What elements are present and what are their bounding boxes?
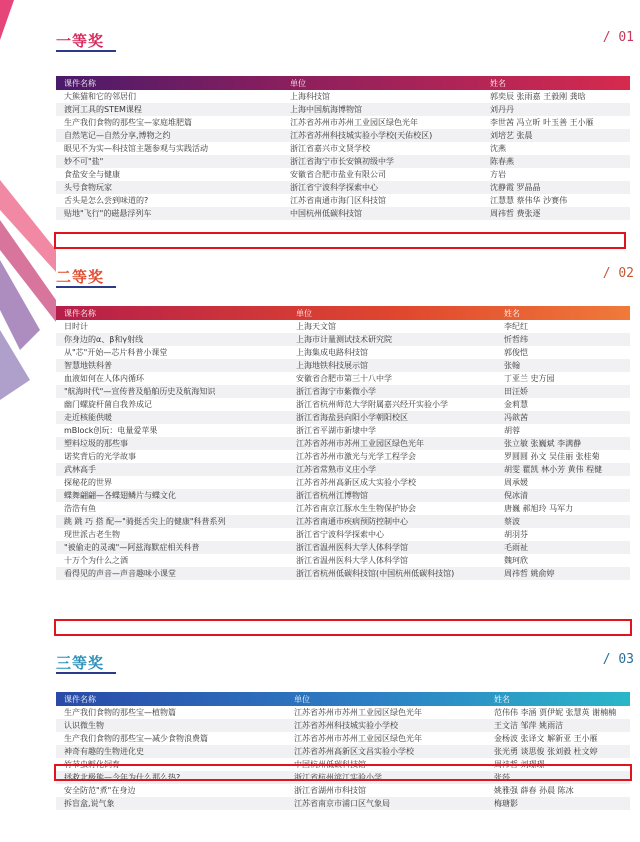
person-name-cell: 金杨波 张译文 解新亚 王小雁 [494,734,598,743]
header-unit: 单位 [296,308,312,318]
header-unit: 单位 [290,78,306,88]
unit-cell: 浙江省杭州低碳科技馆(中国杭州低碳科技馆) [296,569,455,578]
table-row [56,797,630,810]
unit-cell: 江苏省苏州高新区成大实验小学校 [296,478,416,487]
table-row [56,706,630,719]
course-name-cell: 安全防范"煮"在身边 [64,786,136,795]
table-row [56,437,630,450]
course-name-cell: 蝶舞翩翩—各蝶翅鳞片与蝶文化 [64,491,176,500]
table-row [56,476,630,489]
unit-cell: 浙江省海宁市紫微小学 [296,387,376,396]
table-row [56,168,630,181]
unit-cell: 浙江省杭州江博物馆 [296,491,368,500]
third-prize-table [56,692,630,810]
header-course: 课件名称 [64,78,96,88]
person-name-cell: 张光勇 谈思俊 张刘毅 杜文婷 [494,747,598,756]
course-name-cell: 跳 跳 巧 搭 配—"骑挺舌尖上的健康"科普系列 [64,517,226,526]
unit-cell: 江苏省南京市浦口区气象局 [294,799,390,808]
person-name-cell: 忻哲纬 [504,335,528,344]
course-name-cell: 血液如何在人体内循环 [64,374,144,383]
unit-cell: 浙江省嘉兴市文贤学校 [290,144,370,153]
section-number: / 02 [602,266,634,281]
person-name-cell: 范伟伟 李涵 贾伊妮 张慧英 谢楠楠 [494,708,617,717]
third-prize-section [56,652,634,808]
course-name-cell: 诺奖背后的光学故事 [64,452,136,461]
person-name-cell: 沈燕 [490,144,506,153]
course-name-cell: 日时计 [64,322,88,331]
unit-cell: 安徽省合肥市盐业有限公司 [290,170,386,179]
table-row [56,194,630,207]
table-row [56,567,630,580]
unit-cell: 浙江省温州医科大学人体科学馆 [296,556,408,565]
table-row [56,784,630,797]
table-row [56,181,630,194]
unit-cell: 江苏省苏州市苏州工业园区绿色光年 [294,708,422,717]
table-header [56,692,630,706]
section-number: / 03 [602,652,634,667]
left-edge-decoration [0,0,56,842]
unit-cell: 江苏省南通市海门区科技馆 [290,196,386,205]
unit-cell: 上海市计量测试技术研究院 [296,335,392,344]
section-title: 二等奖 [56,268,105,286]
unit-cell: 浙江省宁波科学探索中心 [296,530,384,539]
unit-cell: 江苏省苏州市苏州工业园区绿色光年 [294,734,422,743]
table-row [56,502,630,515]
highlight-box [54,764,632,781]
course-name-cell: 探秘花的世界 [64,478,112,487]
course-name-cell: "航海时代"—宣传普及船舶历史及航海知识 [64,387,216,396]
table-row [56,463,630,476]
course-name-cell: 武林高手 [64,465,96,474]
table-row [56,398,630,411]
second-prize-table [56,306,630,580]
course-name-cell: 贴地"飞行"的磁悬浮列车 [64,209,152,218]
unit-cell: 上海集成电路科技馆 [296,348,368,357]
person-name-cell: 郭俊恺 [504,348,528,357]
person-name-cell: 张莎 [494,773,510,782]
unit-cell: 江苏省苏州市苏州工业园区绿色光年 [290,118,418,127]
section-underline [56,286,116,288]
person-name-cell: 蔡波 [504,517,520,526]
person-name-cell: 冯歆茜 [504,413,528,422]
course-name-cell: 头号食物玩家 [64,183,112,192]
person-name-cell: 张翰 [504,361,520,370]
table-row [56,90,630,103]
unit-cell: 浙江省海盐县向阳小学朝阳校区 [296,413,408,422]
person-name-cell: 王文洁 邹萍 姚雨洁 [494,721,564,730]
table-row [56,515,630,528]
person-name-cell: 周祎哲 费张逐 [490,209,541,218]
header-name: 姓名 [490,78,506,88]
person-name-cell: 刘培艺 张晨 [490,131,533,140]
course-name-cell: 从"芯"开始—芯片科普小课堂 [64,348,168,357]
course-name-cell: 拯救北极熊—今年为什么那么热? [64,773,181,782]
header-name: 姓名 [494,694,510,704]
unit-cell: 浙江省杭州滨江实验小学 [294,773,382,782]
course-name-cell: 妙不可"盐" [64,157,104,166]
person-name-cell: 沈静霞 罗晶晶 [490,183,541,192]
highlight-box [54,619,632,636]
header-course: 课件名称 [64,694,96,704]
table-row [56,333,630,346]
course-name-cell: 幽门螺旋杆菌自我养成记 [64,400,152,409]
table-row [56,541,630,554]
course-name-cell: 智慧地铁科普 [64,361,112,370]
person-name-cell: 倪冰清 [504,491,528,500]
person-name-cell: 周祎哲 刘璟璟 [494,760,545,769]
table-row [56,129,630,142]
highlight-box [54,232,626,249]
table-row [56,489,630,502]
unit-cell: 浙江省平湖市新埭中学 [296,426,376,435]
unit-cell: 上海中国航海博物馆 [290,105,362,114]
person-name-cell: 魏珂欣 [504,556,528,565]
unit-cell: 江苏省苏州市激光与光学工程学会 [296,452,416,461]
table-row [56,732,630,745]
person-name-cell: 胡雯 瞿凯 林小芳 黄伟 程健 [504,465,603,474]
unit-cell: 江苏省南通市疾病预防控制中心 [296,517,408,526]
person-name-cell: 罗圆圆 孙文 吴佳丽 张桂菊 [504,452,600,461]
unit-cell: 上海地铁科技展示馆 [296,361,368,370]
course-name-cell: 大熊猫和它的邻居们 [64,92,136,101]
unit-cell: 浙江省杭州师范大学附属嘉兴经开实验小学 [296,400,448,409]
table-row [56,372,630,385]
first-prize-table [56,76,630,220]
person-name-cell: 胡蓉 [504,426,520,435]
table-row [56,719,630,732]
person-name-cell: 金莉慧 [504,400,528,409]
person-name-cell: 李世茜 冯立昕 叶玉善 王小雁 [490,118,594,127]
table-row [56,450,630,463]
person-name-cell: 周祎哲 姚俞婷 [504,569,555,578]
section-number: / 01 [602,30,634,45]
course-name-cell: 神奇有趣的生物进化史 [64,747,144,756]
person-name-cell: 毛雨祉 [504,543,528,552]
unit-cell: 上海天文馆 [296,322,336,331]
table-row [56,554,630,567]
person-name-cell: 胡羽芬 [504,530,528,539]
course-name-cell: 自然笔记—自然分享,博物之约 [64,131,171,140]
course-name-cell: mBlock创玩：电量爱苹果 [64,426,158,435]
section-title: 三等奖 [56,654,105,672]
unit-cell: 江苏省苏州科技城实验小学校 [294,721,398,730]
person-name-cell: 姚雅强 薛春 孙晨 陈冰 [494,786,574,795]
unit-cell: 江苏省苏州高新区文昌实验小学校 [294,747,414,756]
course-name-cell: 现世派古老生物 [64,530,120,539]
person-name-cell: 唐巍 郝旭玲 马军力 [504,504,574,513]
unit-cell: 中国杭州低碳科技馆 [294,760,366,769]
table-row [56,528,630,541]
person-name-cell: 李纪红 [504,322,528,331]
course-name-cell: 渡河工具的STEM课程 [64,105,142,114]
course-name-cell: 浩浩有鱼 [64,504,96,513]
course-name-cell: 认识微生物 [64,721,104,730]
unit-cell: 浙江省海宁市长安镇初级中学 [290,157,394,166]
section-underline [56,672,116,674]
table-header [56,76,630,90]
section-underline [56,50,116,52]
table-row [56,103,630,116]
course-name-cell: 舌头是怎么尝到味道的? [64,196,149,205]
header-course: 课件名称 [64,308,96,318]
person-name-cell: 郭奕辰 张雨嘉 王毅刚 龚晗 [490,92,586,101]
table-row [56,346,630,359]
unit-cell: 江苏省常熟市义庄小学 [296,465,376,474]
table-row [56,745,630,758]
course-name-cell: 你身边的α、β和γ射线 [64,335,144,344]
person-name-cell: 张立敏 张巍斌 李满静 [504,439,582,448]
table-row [56,320,630,333]
table-row [56,142,630,155]
unit-cell: 浙江省湖州市科技馆 [294,786,366,795]
course-name-cell: 生产我们食物的那些宝—植物篇 [64,708,176,717]
course-name-cell: "被偷走的灵魂"—阿兹海默症相关科普 [64,543,200,552]
person-name-cell: 梅瑭影 [494,799,518,808]
unit-cell: 江苏省苏州市苏州工业园区绿色光年 [296,439,424,448]
person-name-cell: 田汪娇 [504,387,528,396]
course-name-cell: 看得见的声音—声音趣味小课堂 [64,569,176,578]
section-title: 一等奖 [56,32,105,50]
person-name-cell: 丁亚兰 史方园 [504,374,555,383]
course-name-cell: 走近核能供暖 [64,413,112,422]
course-name-cell: 拆盲盒,说气象 [64,799,115,808]
header-unit: 单位 [294,694,310,704]
table-row [56,207,630,220]
unit-cell: 中国杭州低碳科技馆 [290,209,362,218]
course-name-cell: 塑料垃圾的那些事 [64,439,128,448]
header-name: 姓名 [504,308,520,318]
table-row [56,385,630,398]
second-prize-section [56,266,634,578]
person-name-cell: 方岩 [490,170,506,179]
course-name-cell: 眼见不为实—科技馆主题参观与实践活动 [64,144,208,153]
unit-cell: 上海科技馆 [290,92,330,101]
person-name-cell: 周承媛 [504,478,528,487]
unit-cell: 浙江省宁波科学探索中心 [290,183,378,192]
table-row [56,155,630,168]
course-name-cell: 生产我们食物的那些宝—减少食物浪费篇 [64,734,208,743]
course-name-cell: 十万个为什么之酒 [64,556,128,565]
table-row [56,359,630,372]
course-name-cell: 生产我们食物的那些宝—家庭堆肥篇 [64,118,192,127]
table-row [56,411,630,424]
first-prize-section [56,30,634,218]
person-name-cell: 陈春燕 [490,157,514,166]
table-row [56,116,630,129]
table-row [56,424,630,437]
person-name-cell: 江慧慧 蔡伟华 沙赛伟 [490,196,568,205]
unit-cell: 安徽省合肥市第三十八中学 [296,374,392,383]
unit-cell: 江苏省苏州科技城实验小学校(天佑校区) [290,131,433,140]
unit-cell: 江苏省南京江豚水生生物保护协会 [296,504,416,513]
unit-cell: 浙江省温州医科大学人体科学馆 [296,543,408,552]
person-name-cell: 刘丹丹 [490,105,514,114]
course-name-cell: 竹节虫孵化饲育 [64,760,120,769]
course-name-cell: 食盐安全与健康 [64,170,120,179]
table-header [56,306,630,320]
